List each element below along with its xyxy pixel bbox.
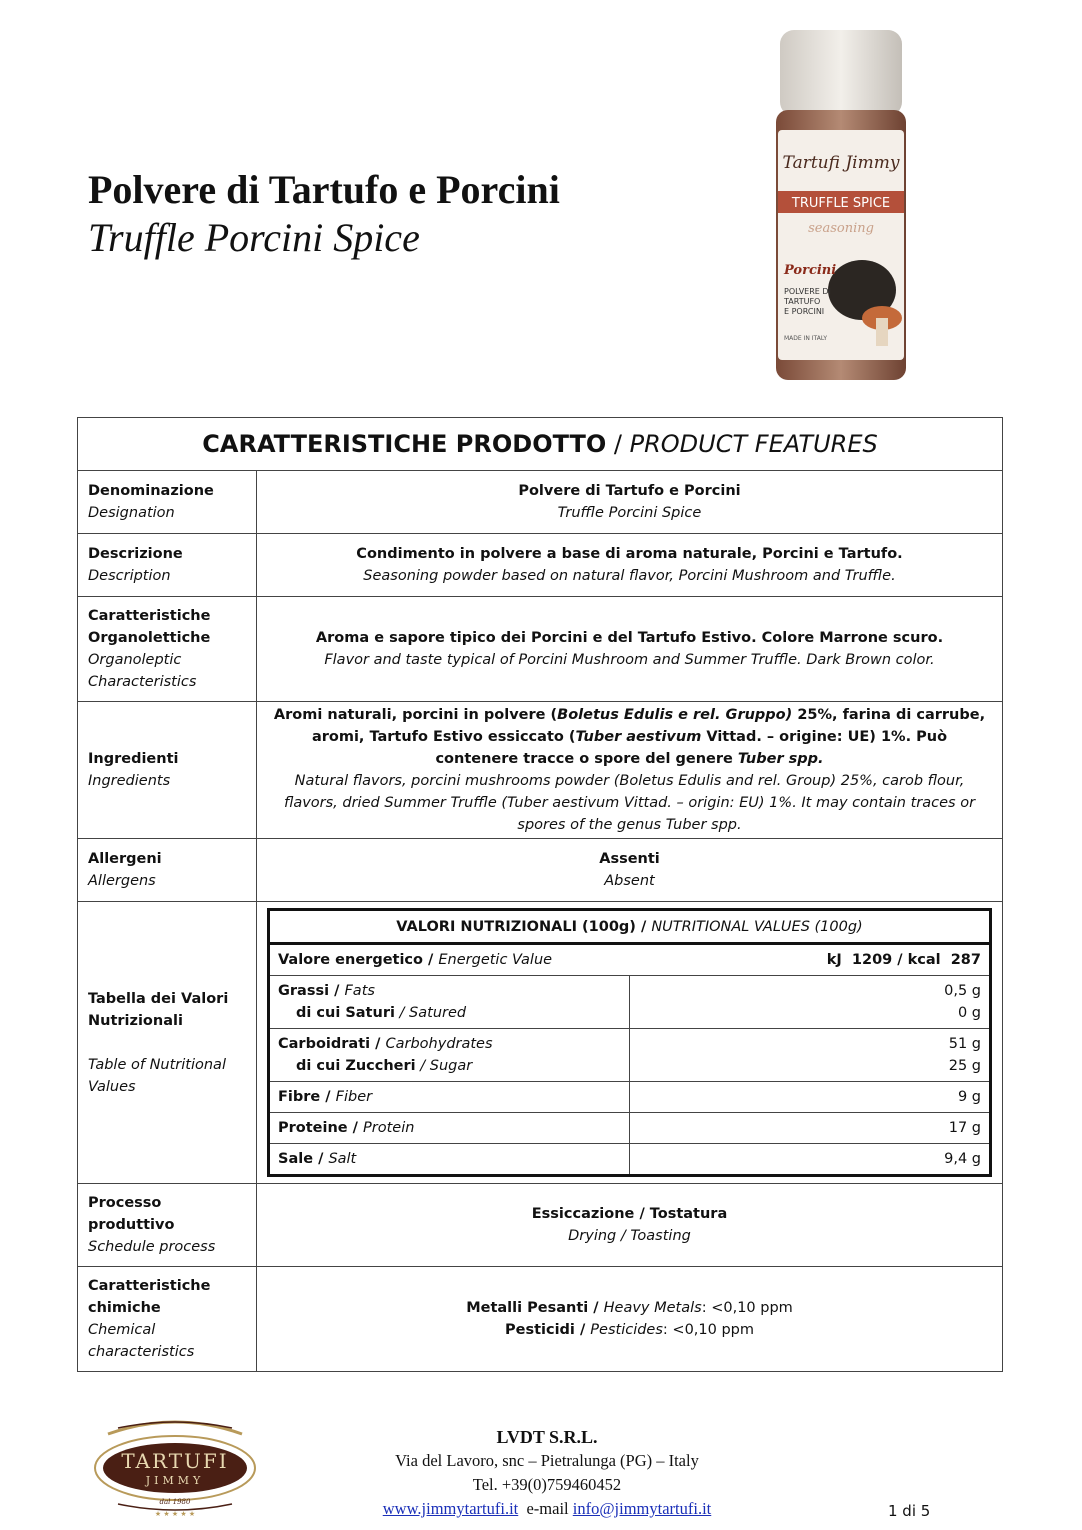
website-link[interactable]: www.jimmytartufi.it <box>382 1499 519 1518</box>
logo-text: TARTUFI <box>121 1449 229 1473</box>
value-it: Essiccazione / Tostatura <box>531 1206 728 1222</box>
jar-tagline: seasoning <box>808 221 874 236</box>
nutrition-row <box>269 1082 991 1113</box>
label-en: characteristics <box>88 1344 195 1360</box>
company-name: LVDT S.R.L. <box>496 1427 598 1447</box>
nutrient-value: 9,4 g <box>630 1144 991 1176</box>
nutrition-header <box>269 910 991 944</box>
table-row <box>78 702 1003 839</box>
table-row <box>78 902 1003 1184</box>
label-it: Caratteristiche <box>88 1278 211 1294</box>
value-it: Aroma e sapore tipico dei Porcini e del Tartufo Estivo. Colore Marrone scuro. <box>315 630 944 646</box>
nutrient-it: Proteine / <box>278 1120 364 1136</box>
pest-it: Pesticidi / <box>504 1322 591 1338</box>
email-link[interactable]: info@jimmytartufi.it <box>572 1499 712 1518</box>
metals-it: Metalli Pesanti / <box>466 1300 604 1316</box>
value-it: Assenti <box>599 851 660 867</box>
carbs-value: 51 g <box>948 1036 981 1052</box>
logo-stars: ★ ★ ★ ★ ★ <box>154 1510 196 1518</box>
label-it: Ingredienti <box>88 751 179 767</box>
nutrient-value: 9 g <box>630 1082 991 1113</box>
pesticides-line <box>271 1319 988 1341</box>
saturated-value: 0 g <box>957 1005 981 1021</box>
nutrient-value <box>630 1029 991 1082</box>
ingredients-it <box>271 704 988 770</box>
title-block <box>88 166 560 262</box>
nutrition-row <box>269 976 991 1029</box>
label-en: Chemical <box>88 1322 156 1338</box>
ingredients-it-species: Tuber aestivum <box>575 729 702 745</box>
value-en: Truffle Porcini Spice <box>557 505 702 521</box>
table-header-en: PRODUCT FEATURES <box>629 430 878 458</box>
label-it: Descrizione <box>88 546 183 562</box>
value-en: Flavor and taste typical of Porcini Mushroom and Summer Truffle. Dark Brown color. <box>324 652 935 668</box>
row-label <box>78 902 257 1184</box>
nutrient-label <box>269 944 630 976</box>
ingredients-en: Natural flavors, porcini mushrooms powder (Boletus Edulis and rel. Group) 25%, carob flour, flavors, dried Summer Truffle (Tuber aestivum Vittad. – origin: EU) 1%. It may contain traces or spores of the genus Tuber spp. <box>283 773 976 833</box>
nutrient-en: Salt <box>328 1151 357 1167</box>
company-links <box>360 1497 734 1521</box>
product-features-table <box>77 417 1003 1372</box>
row-label <box>78 702 257 839</box>
nutrition-row <box>269 1113 991 1144</box>
label-it: Caratteristiche <box>88 608 211 624</box>
nutrient-it: Grassi / <box>278 983 345 999</box>
heavy-metals-line <box>271 1297 988 1319</box>
nutrient-value: kJ 1209 / kcal 287 <box>630 944 991 976</box>
jar-origin: MADE IN ITALY <box>784 335 828 342</box>
nutrient-en: / Satured <box>394 1005 467 1021</box>
nutrient-value <box>630 976 991 1029</box>
label-en: Values <box>88 1078 136 1095</box>
label-it: chimiche <box>88 1300 161 1316</box>
label-en: Allergens <box>88 873 156 889</box>
table-row <box>78 471 1003 534</box>
nutrient-it: di cui Zuccheri <box>296 1058 416 1074</box>
jar-variety: Porcini <box>784 263 837 278</box>
ingredients-it-text: Aromi naturali, porcini in polvere ( <box>273 707 558 723</box>
row-label <box>78 534 257 597</box>
label-en: Schedule process <box>88 1239 216 1255</box>
company-address: Via del Lavoro, snc – Pietralunga (PG) – Italy <box>395 1451 699 1470</box>
nutrient-value: 17 g <box>630 1113 991 1144</box>
row-label <box>78 839 257 902</box>
jar-desc-line: E PORCINI <box>784 307 825 316</box>
logo-since: dal 1980 <box>159 1498 191 1506</box>
jar-brand: Tartufi Jimmy <box>782 153 900 173</box>
nutrient-label <box>269 1144 630 1176</box>
label-it: Allergeni <box>88 851 162 867</box>
nutrient-en: Carbohydrates <box>385 1036 493 1052</box>
company-phone: Tel. +39(0)759460452 <box>472 1475 622 1494</box>
label-it: Tabella dei Valori <box>88 990 229 1007</box>
label-en: Ingredients <box>88 773 171 789</box>
nutrition-header-en: NUTRITIONAL VALUES (100g) <box>651 918 863 935</box>
email-label: e-mail <box>518 1499 573 1518</box>
row-value <box>257 702 1003 839</box>
nutrient-it: Fibre / <box>278 1089 336 1105</box>
page-title: Polvere di Tartufo e Porcini <box>88 167 560 212</box>
nutrient-en: Fiber <box>335 1089 373 1105</box>
nutrient-en: Energetic Value <box>438 952 553 968</box>
row-value <box>257 597 1003 702</box>
label-en: Organoleptic <box>88 652 182 668</box>
label-it: Processo produttivo <box>88 1195 175 1233</box>
nutrition-row <box>269 1029 991 1082</box>
nutrient-en: Protein <box>363 1120 415 1136</box>
product-jar-image <box>770 28 912 384</box>
value-en: Drying / Toasting <box>568 1228 691 1244</box>
table-row <box>78 534 1003 597</box>
row-value <box>257 902 1003 1184</box>
value-en: Seasoning powder based on natural flavor, Porcini Mushroom and Truffle. <box>363 568 896 584</box>
pest-value: : <0,10 ppm <box>662 1322 754 1338</box>
metals-en: Heavy Metals <box>603 1300 702 1316</box>
ingredients-it-species: Boletus Edulis e rel. Gruppo) <box>557 707 793 723</box>
row-label <box>78 471 257 534</box>
row-value <box>257 839 1003 902</box>
tartufi-jimmy-logo <box>88 1412 262 1518</box>
ingredients-it-text: 25%, farina di carrube, aromi, Tartufo Estivo essiccato ( <box>311 707 986 745</box>
jar-desc-line: TARTUFO <box>784 297 821 306</box>
row-value <box>257 1184 1003 1267</box>
ingredients-it-text: Vittad. – origine: UE) 1%. Può contenere tracce o spore del genere <box>435 729 948 767</box>
label-it: Denominazione <box>88 483 214 499</box>
nutrition-header-it: VALORI NUTRIZIONALI (100g) / <box>396 918 652 935</box>
nutrition-row <box>269 1144 991 1176</box>
label-it: Organolettiche <box>88 630 211 646</box>
nutrition-row <box>269 944 991 976</box>
jar-desc-line: POLVERE DI <box>784 287 831 296</box>
value-it: Condimento in polvere a base di aroma naturale, Porcini e Tartufo. <box>356 546 903 562</box>
label-en: Description <box>88 568 171 584</box>
table-row <box>78 1184 1003 1267</box>
footer-contact <box>360 1425 734 1521</box>
ingredients-it-species: Tuber spp. <box>737 751 824 767</box>
label-it: Nutrizionali <box>88 1012 183 1029</box>
nutrient-label <box>269 976 630 1029</box>
nutrient-it: Carboidrati / <box>278 1036 386 1052</box>
value-it: Polvere di Tartufo e Porcini <box>518 483 741 499</box>
nutrient-it: Sale / <box>278 1151 329 1167</box>
table-header <box>78 418 1003 471</box>
page-subtitle: Truffle Porcini Spice <box>88 215 420 260</box>
row-label <box>78 597 257 702</box>
value-en: Absent <box>604 873 655 889</box>
table-header-sep: / <box>606 430 630 458</box>
nutrient-en: / Sugar <box>415 1058 473 1074</box>
table-row <box>78 839 1003 902</box>
table-header-it: CARATTERISTICHE PRODOTTO <box>202 430 607 458</box>
nutrient-label <box>269 1082 630 1113</box>
page-number: 1 di 5 <box>888 1502 931 1520</box>
nutrient-it: Valore energetico / <box>278 952 439 968</box>
sugar-value: 25 g <box>948 1058 981 1074</box>
nutrient-label <box>269 1113 630 1144</box>
table-row <box>78 597 1003 702</box>
nutrient-label <box>269 1029 630 1082</box>
jar-label: TRUFFLE SPICE <box>791 196 891 211</box>
nutrient-it: di cui Saturi <box>296 1005 395 1021</box>
label-en: Designation <box>88 505 175 521</box>
label-en: Table of Nutritional <box>88 1056 226 1073</box>
pest-en: Pesticides <box>590 1322 663 1338</box>
nutrient-en: Fats <box>344 983 375 999</box>
row-value <box>257 471 1003 534</box>
metals-value: : <0,10 ppm <box>701 1300 793 1316</box>
nutrition-table <box>267 908 992 1177</box>
row-label <box>78 1184 257 1267</box>
row-value <box>257 534 1003 597</box>
row-label <box>78 1267 257 1372</box>
table-row <box>78 1267 1003 1372</box>
fats-value: 0,5 g <box>944 983 981 999</box>
row-value <box>257 1267 1003 1372</box>
label-en: Characteristics <box>88 674 197 690</box>
logo-sub: JIMMY <box>145 1474 205 1487</box>
